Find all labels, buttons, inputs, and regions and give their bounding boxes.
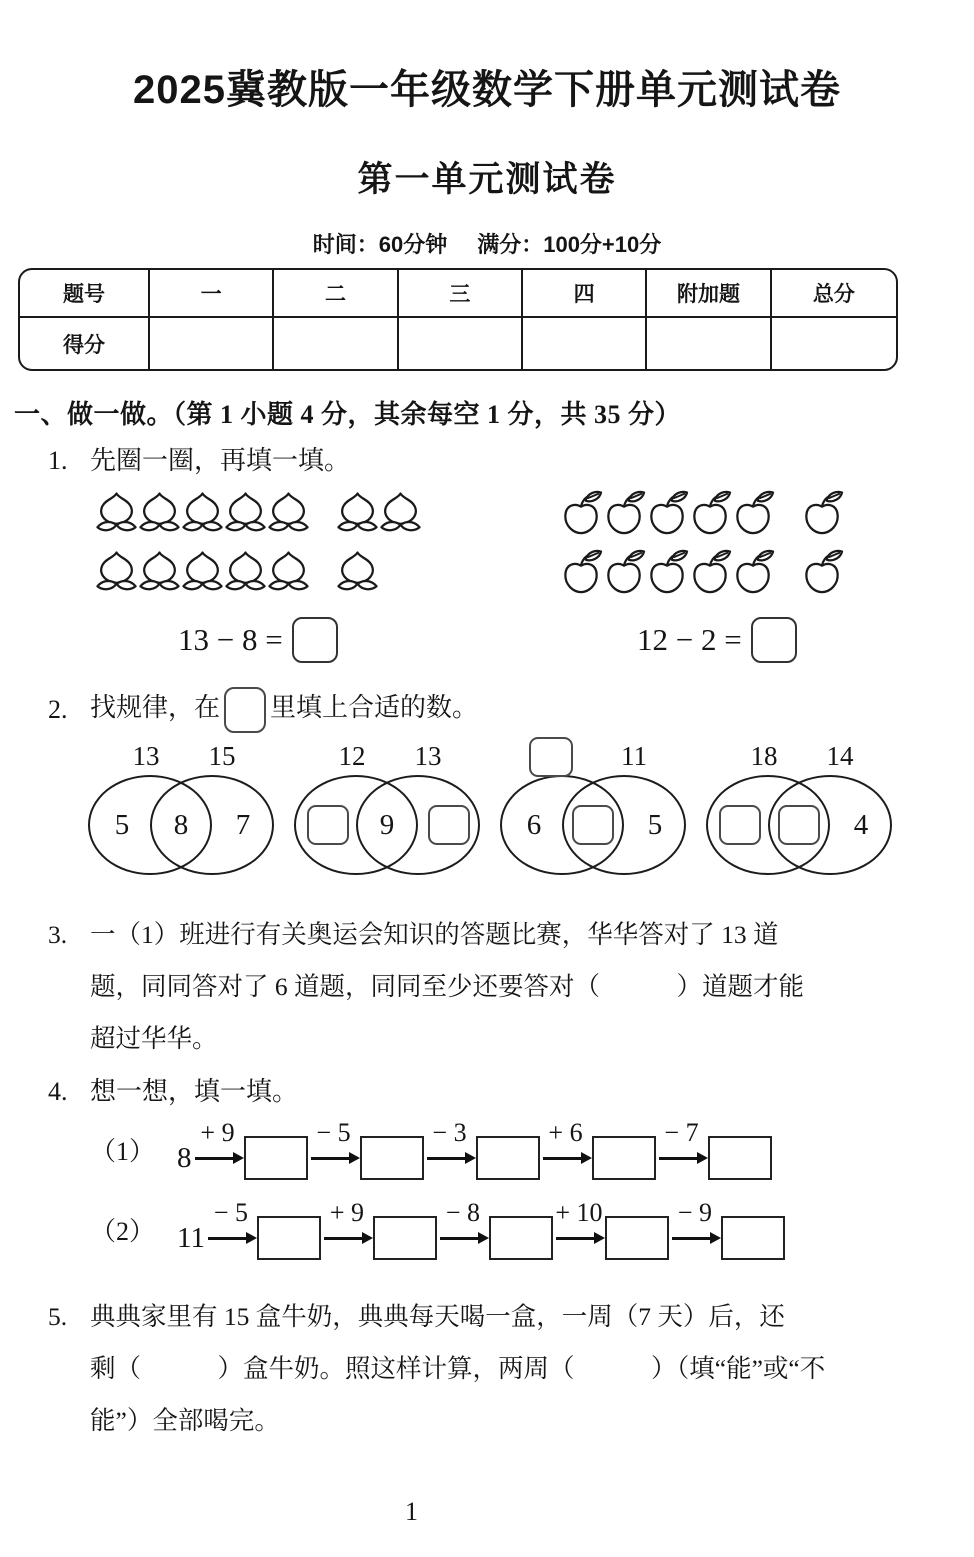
- question-3-line: 3. 一（1）班进行有关奥运会知识的答题比赛，华华答对了 13 道: [48, 909, 974, 961]
- chain-start-number: 8: [177, 1142, 192, 1174]
- number-chains: [0, 1118, 974, 1265]
- peach-icon: [224, 489, 267, 545]
- venn-label: 15: [208, 741, 236, 771]
- answer-box: [489, 1216, 553, 1260]
- venn-label: 18: [750, 741, 778, 771]
- score-table-header: 四: [523, 270, 647, 318]
- peach-icon: [224, 548, 267, 604]
- question-5-number: 5.: [48, 1302, 68, 1331]
- fruit-group: [336, 489, 422, 545]
- chain-operation: − 7: [664, 1118, 699, 1147]
- peach-icon: [379, 489, 422, 545]
- score-cell-empty: [772, 318, 896, 369]
- arrow-line: [427, 1157, 467, 1160]
- unit-subtitle: 第一单元测试卷: [357, 160, 617, 199]
- question-3-line: 题，同同答对了 6 道题，同同至少还要答对（ ）道题才能: [90, 972, 805, 1001]
- venn-slot: 9: [379, 808, 395, 841]
- apple-figure: [560, 489, 844, 663]
- arrow-line: [195, 1157, 235, 1160]
- question-2-heading: [48, 687, 974, 733]
- answer-box: [292, 617, 338, 663]
- peach-figure: [95, 489, 422, 663]
- arrow-right-icon: [308, 1118, 360, 1185]
- arrow-right-icon: [540, 1118, 592, 1185]
- answer-box: [224, 687, 266, 733]
- question-4-number: 4.: [48, 1077, 68, 1106]
- venn-slot: [712, 803, 768, 847]
- arrow-right-icon: [424, 1118, 476, 1185]
- exam-meta: [0, 232, 974, 258]
- peach-equation-text: 13 − 8 =: [178, 622, 283, 657]
- venn-diagram: [500, 741, 688, 893]
- score-cell-empty: [647, 318, 771, 369]
- venn-slot: 4: [853, 808, 869, 841]
- arrow-right-icon: [321, 1198, 373, 1265]
- venn-diagram: [88, 741, 276, 893]
- peach-icon: [138, 489, 181, 545]
- score-table: [18, 268, 898, 371]
- venn-slot: 5: [114, 808, 130, 841]
- answer-box: [307, 805, 349, 845]
- fruit-group: [95, 548, 310, 604]
- arrow-right-icon: [437, 1198, 489, 1265]
- venn-label: 13: [414, 741, 442, 771]
- venn-slot: [300, 803, 356, 847]
- arrow-right-icon: [656, 1118, 708, 1185]
- apple-icon: [646, 548, 689, 600]
- question-2-text-before: 找规律，在: [90, 692, 221, 722]
- answer-box: [572, 805, 614, 845]
- arrow-right-icon: [205, 1198, 257, 1265]
- score-cell-empty: [399, 318, 523, 369]
- venn-label: 14: [826, 741, 854, 771]
- question-5-line: 5. 典典家里有 15 盒牛奶，典典每天喝一盒，一周（7 天）后，还: [48, 1291, 974, 1343]
- section-one-heading: 一、做一做。（第 1 小题 4 分，其余每空 1 分，共 35 分）: [14, 400, 682, 429]
- score-row-label: 得分: [20, 318, 150, 369]
- question-1-heading: [48, 446, 974, 476]
- chain-label: （1）: [90, 1137, 156, 1166]
- peach-equation: [178, 617, 422, 663]
- exam-full-score: 满分：100分+10分: [477, 232, 662, 257]
- fruit-group: [560, 489, 775, 541]
- arrow-line: [440, 1237, 480, 1240]
- venn-slot: 7: [235, 808, 251, 841]
- score-table-header: 附加题: [647, 270, 771, 318]
- question-5-line: 剩（ ）盒牛奶。照这样计算，两周（ ）（填“能”或“不: [90, 1354, 826, 1383]
- question-1-number: 1.: [48, 446, 68, 475]
- fruit-row: [95, 548, 422, 604]
- peach-icon: [336, 548, 379, 604]
- chain-start-number: 11: [177, 1222, 205, 1254]
- apple-icon: [560, 548, 603, 600]
- question-4-heading: [48, 1077, 974, 1107]
- fruit-group: [560, 548, 775, 600]
- arrow-line: [543, 1157, 583, 1160]
- question-3: [48, 909, 974, 1065]
- venn-label: 11: [621, 741, 647, 771]
- question-3-number: 3.: [48, 920, 68, 949]
- answer-box: [244, 1136, 308, 1180]
- answer-box: [721, 1216, 785, 1260]
- venn-label: 12: [338, 741, 366, 771]
- fruit-group: [336, 548, 379, 604]
- arrow-right-icon: [192, 1118, 244, 1185]
- page-number: 1: [405, 1497, 418, 1526]
- question-1-figures: [95, 489, 974, 663]
- peach-icon: [95, 548, 138, 604]
- peach-icon: [95, 489, 138, 545]
- fruit-group: [801, 548, 844, 600]
- chain-operation: − 8: [445, 1198, 481, 1227]
- score-table-header: 二: [274, 270, 398, 318]
- apple-icon: [801, 548, 844, 600]
- fruit-row: [95, 489, 422, 545]
- chain-label: （2）: [90, 1217, 156, 1246]
- peach-icon: [267, 548, 310, 604]
- apple-equation: [637, 617, 844, 663]
- peach-icon: [181, 548, 224, 604]
- page-title: 2025冀教版一年级数学下册单元测试卷: [133, 68, 841, 112]
- apple-icon: [603, 548, 646, 600]
- venn-slot: 6: [526, 808, 542, 841]
- venn-slot: 5: [647, 808, 663, 841]
- apple-icon: [560, 489, 603, 541]
- fruit-row: [560, 489, 844, 545]
- score-table-header: 一: [150, 270, 274, 318]
- chain-operation: − 5: [316, 1118, 351, 1147]
- score-table-header: 总分: [772, 270, 896, 318]
- answer-box: [751, 617, 797, 663]
- question-5: [48, 1291, 974, 1447]
- fruit-row: [560, 548, 844, 604]
- answer-box: [360, 1136, 424, 1180]
- venn-diagram-row: [88, 741, 974, 893]
- answer-box: [529, 737, 573, 777]
- arrow-line: [324, 1237, 364, 1240]
- apple-equation-text: 12 − 2 =: [637, 622, 742, 657]
- question-2-number: 2.: [48, 695, 68, 724]
- score-cell-empty: [274, 318, 398, 369]
- arrow-right-icon: [669, 1198, 721, 1265]
- apple-icon: [689, 489, 732, 541]
- fruit-group: [95, 489, 310, 545]
- arrow-line: [659, 1157, 699, 1160]
- peach-icon: [267, 489, 310, 545]
- venn-slot: [421, 803, 477, 847]
- answer-box: [476, 1136, 540, 1180]
- number-chain: [90, 1198, 974, 1265]
- venn-slot: 8: [173, 808, 189, 841]
- score-table-header: 三: [399, 270, 523, 318]
- chain-operation: − 5: [213, 1198, 249, 1227]
- apple-rows: [560, 489, 844, 607]
- venn-diagram: [706, 741, 894, 893]
- answer-box: [778, 805, 820, 845]
- chain-operation: + 10: [555, 1198, 603, 1227]
- answer-box: [592, 1136, 656, 1180]
- number-chain: [90, 1118, 974, 1185]
- venn-label: 13: [132, 741, 160, 771]
- arrow-line: [672, 1237, 712, 1240]
- apple-icon: [732, 489, 775, 541]
- question-3-line: 超过华华。: [90, 1024, 218, 1053]
- question-2-text: [90, 687, 478, 733]
- peach-icon: [181, 489, 224, 545]
- answer-box: [719, 805, 761, 845]
- venn-slot: [565, 803, 621, 847]
- apple-icon: [801, 489, 844, 541]
- score-table-header: 题号: [20, 270, 150, 318]
- apple-icon: [689, 548, 732, 600]
- answer-box: [257, 1216, 321, 1260]
- answer-box: [373, 1216, 437, 1260]
- chain-operation: + 9: [200, 1118, 235, 1147]
- apple-icon: [646, 489, 689, 541]
- apple-icon: [603, 489, 646, 541]
- chain-operation: + 6: [548, 1118, 583, 1147]
- venn-slot: [771, 803, 827, 847]
- question-5-line: 能”）全部喝完。: [90, 1406, 280, 1435]
- answer-box: [428, 805, 470, 845]
- peach-icon: [336, 489, 379, 545]
- question-2-text-after: 里填上合适的数。: [270, 692, 479, 722]
- chain-operation: − 9: [677, 1198, 713, 1227]
- fruit-group: [801, 489, 844, 541]
- chain-operation: + 9: [329, 1198, 365, 1227]
- answer-box: [708, 1136, 772, 1180]
- arrow-line: [311, 1157, 351, 1160]
- peach-rows: [95, 489, 422, 607]
- score-cell-empty: [150, 318, 274, 369]
- arrow-line: [208, 1237, 248, 1240]
- question-1-text: 先圈一圈，再填一填。: [90, 446, 351, 475]
- arrow-right-icon: [553, 1198, 605, 1265]
- exam-time: 时间：60分钟: [312, 232, 448, 257]
- apple-icon: [732, 548, 775, 600]
- score-cell-empty: [523, 318, 647, 369]
- question-4-text: 想一想，填一填。: [90, 1077, 299, 1106]
- chain-operation: − 3: [432, 1118, 467, 1147]
- arrow-line: [556, 1237, 596, 1240]
- answer-box: [605, 1216, 669, 1260]
- venn-diagram: [294, 741, 482, 893]
- peach-icon: [138, 548, 181, 604]
